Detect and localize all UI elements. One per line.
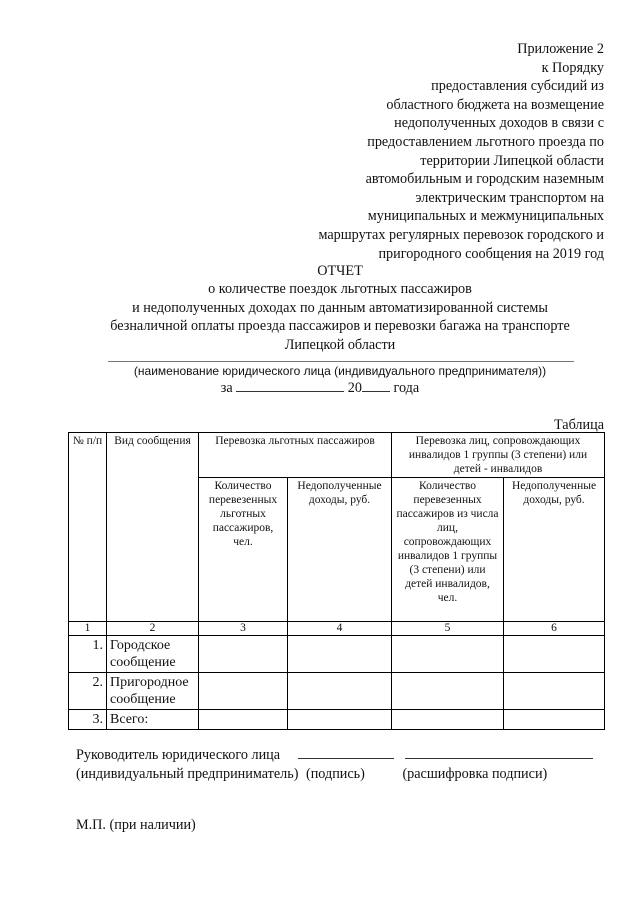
row-cell-col6[interactable] bbox=[504, 636, 605, 673]
table-header-row bbox=[69, 433, 605, 478]
report-subtitle-line: Липецкой области bbox=[284, 336, 396, 353]
organization-name-caption: (наименование юридического лица (индивидуального предпринимателя)) bbox=[133, 364, 547, 378]
signature-row bbox=[76, 746, 593, 764]
table-label: Таблица bbox=[553, 417, 604, 433]
appendix-line: областного бюджета на возмещение bbox=[386, 96, 604, 113]
column-number-row bbox=[69, 622, 605, 636]
column-number: 1 bbox=[69, 622, 107, 636]
header-type: Вид сообщения bbox=[107, 433, 199, 622]
appendix-line: территории Липецкой области bbox=[420, 152, 604, 169]
signature-decode-field[interactable] bbox=[405, 746, 593, 759]
appendix-line: предоставления субсидий из bbox=[431, 78, 604, 95]
signature-decode-caption: (расшифровка подписи) bbox=[402, 766, 548, 782]
column-number: 4 bbox=[288, 622, 392, 636]
appendix-line: электрическим транспортом на bbox=[415, 189, 604, 206]
header-group-privileged: Перевозка льготных пассажиров bbox=[199, 433, 392, 478]
appendix-line: муниципальных и межмуниципальных bbox=[367, 208, 604, 225]
report-subtitle-line: безналичной оплаты проезда пассажиров и перевозки багажа на транспорте bbox=[110, 318, 570, 335]
row-cell-col5[interactable] bbox=[392, 673, 504, 710]
signer-title: Руководитель юридического лица bbox=[76, 747, 281, 763]
column-number: 6 bbox=[504, 622, 605, 636]
report-title-block bbox=[40, 262, 640, 354]
column-number: 5 bbox=[392, 622, 504, 636]
appendix-line: Приложение 2 bbox=[517, 41, 604, 57]
row-cell-col6[interactable] bbox=[504, 710, 605, 730]
header-col3: Количество перевезенных льготных пассажиров, чел. bbox=[199, 478, 288, 622]
report-subtitle-line: о количестве поездок льготных пассажиров bbox=[208, 281, 472, 298]
period-year-prefix: 20 bbox=[347, 380, 362, 396]
row-cell-col3[interactable] bbox=[199, 673, 288, 710]
appendix-line: маршрутах регулярных перевозок городского и bbox=[318, 226, 604, 243]
appendix-line: пригородного сообщения на 2019 год bbox=[378, 245, 604, 262]
period-field[interactable] bbox=[236, 379, 344, 392]
header-col6: Недополученные доходы, руб. bbox=[504, 478, 605, 622]
row-cell-col5[interactable] bbox=[392, 710, 504, 730]
table-row bbox=[69, 673, 605, 710]
signer-title-continued: (индивидуальный предприниматель) bbox=[76, 766, 299, 782]
signature-field[interactable] bbox=[298, 746, 394, 759]
report-title: ОТЧЕТ bbox=[317, 263, 363, 279]
period-prefix: за bbox=[220, 380, 233, 396]
row-type: Городское сообщение bbox=[107, 636, 199, 673]
signature-caption-row bbox=[76, 766, 547, 783]
row-number: 3. bbox=[69, 710, 107, 730]
column-number: 3 bbox=[199, 622, 288, 636]
appendix-header bbox=[274, 40, 604, 263]
row-cell-col3[interactable] bbox=[199, 710, 288, 730]
row-cell-col4[interactable] bbox=[288, 710, 392, 730]
appendix-line: автомобильным и городским наземным bbox=[365, 171, 604, 188]
report-period bbox=[0, 379, 640, 397]
organization-name-field[interactable] bbox=[108, 361, 574, 362]
row-type: Всего: bbox=[107, 710, 199, 730]
header-group-escorts: Перевозка лиц, сопровождающих инвалидов 1 группы (3 степени) или детей - инвалидов bbox=[392, 433, 605, 478]
report-subtitle-line: и недополученных доходах по данным автоматизированной системы bbox=[132, 299, 548, 316]
row-cell-col3[interactable] bbox=[199, 636, 288, 673]
header-num: № п/п bbox=[69, 433, 107, 622]
row-cell-col4[interactable] bbox=[288, 636, 392, 673]
appendix-line: недополученных доходов в связи с bbox=[394, 115, 604, 132]
signature-caption: (подпись) bbox=[305, 766, 365, 782]
report-table bbox=[68, 432, 605, 730]
row-type: Пригородное сообщение bbox=[107, 673, 199, 710]
appendix-line: предоставлением льготного проезда по bbox=[367, 133, 604, 150]
header-col5: Количество перевезенных пассажиров из числа лиц, сопровождающих инвалидов 1 группы (3 степени) или детей инвалидов, чел. bbox=[392, 478, 504, 622]
row-cell-col5[interactable] bbox=[392, 636, 504, 673]
header-col4: Недополученные доходы, руб. bbox=[288, 478, 392, 622]
table-total-row bbox=[69, 710, 605, 730]
row-cell-col4[interactable] bbox=[288, 673, 392, 710]
row-cell-col6[interactable] bbox=[504, 673, 605, 710]
appendix-line: к Порядку bbox=[541, 59, 604, 76]
period-year-field[interactable] bbox=[362, 379, 390, 392]
seal-label: М.П. (при наличии) bbox=[76, 817, 196, 833]
row-number: 2. bbox=[69, 673, 107, 710]
table-row bbox=[69, 636, 605, 673]
column-number: 2 bbox=[107, 622, 199, 636]
row-number: 1. bbox=[69, 636, 107, 673]
period-suffix: года bbox=[393, 380, 420, 396]
